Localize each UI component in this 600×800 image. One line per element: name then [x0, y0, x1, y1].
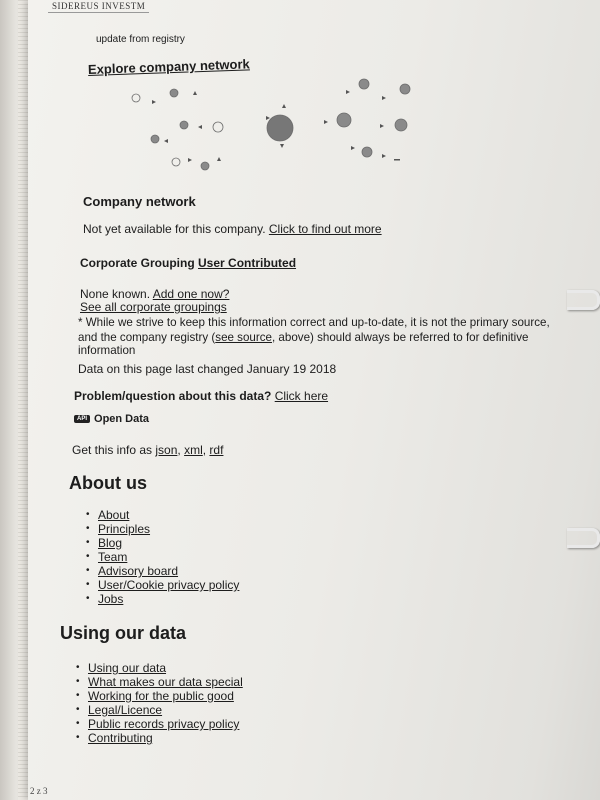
network-node — [132, 94, 140, 102]
list-item — [76, 675, 243, 689]
network-node — [395, 119, 407, 131]
network-arrow — [382, 154, 386, 158]
team-link[interactable]: Team — [98, 550, 128, 564]
jobs-link[interactable]: Jobs — [98, 592, 124, 606]
using-our-data-heading: Using our data — [60, 623, 187, 643]
list-item — [76, 717, 243, 731]
list-item — [76, 689, 243, 703]
json-link[interactable]: json — [155, 443, 178, 457]
legal-licence-link[interactable]: Legal/Licence — [88, 703, 163, 717]
contributing-link[interactable]: Contributing — [88, 731, 153, 745]
see-all-groupings-link[interactable]: See all corporate groupings — [80, 300, 227, 314]
list-item — [76, 703, 243, 717]
none-known-text: None known. — [80, 287, 151, 301]
printed-page — [28, 0, 600, 800]
list-item — [86, 550, 239, 564]
blog-link[interactable]: Blog — [98, 536, 123, 550]
network-node — [213, 122, 223, 132]
using-data-list — [76, 661, 243, 745]
see-source-link[interactable]: see source — [215, 331, 272, 344]
principles-link[interactable]: Principles — [98, 522, 151, 536]
using-our-data-link[interactable]: Using our data — [88, 661, 167, 675]
disclaimer-post: , above) should always be referred to for definitive — [271, 331, 529, 344]
problem-line — [74, 389, 328, 403]
list-item — [76, 661, 243, 675]
network-node — [359, 79, 369, 89]
list-item — [86, 564, 239, 578]
network-arrow — [280, 144, 284, 148]
rdf-link[interactable]: rdf — [209, 443, 224, 457]
problem-click-here-link[interactable]: Click here — [274, 389, 329, 403]
about-link[interactable]: About — [98, 508, 130, 522]
network-node — [172, 158, 180, 166]
network-arrow — [266, 116, 270, 120]
about-us-list — [86, 508, 239, 606]
last-changed-text: Data on this page last changed January 19 2018 — [78, 362, 337, 376]
network-arrow — [282, 104, 286, 108]
list-item — [86, 578, 239, 592]
advisory-board-link[interactable]: Advisory board — [98, 564, 179, 578]
corporate-grouping-heading — [80, 256, 296, 270]
explore-network-link[interactable]: Explore company network — [87, 56, 250, 77]
network-node — [267, 115, 293, 141]
network-node — [400, 84, 410, 94]
network-node — [151, 135, 159, 143]
disclaimer-line-2 — [78, 331, 528, 344]
public-good-link[interactable]: Working for the public good — [88, 689, 234, 703]
open-data-heading — [74, 413, 149, 425]
network-arrow — [188, 158, 192, 162]
open-data-formats: Get this info as json, xml, rdf — [72, 443, 224, 457]
binder-ring — [567, 528, 600, 548]
network-arrow — [346, 90, 350, 94]
user-contributed-link[interactable]: User Contributed — [198, 256, 297, 270]
network-arrow — [193, 91, 197, 95]
list-item — [86, 522, 239, 536]
disclaimer-line-1: * While we strive to keep this information correct and up-to-date, it is not the primary source, — [78, 316, 550, 329]
network-node — [362, 147, 372, 157]
network-dash — [394, 159, 400, 161]
network-arrow — [351, 146, 355, 150]
problem-text: Problem/question about this data? — [74, 389, 272, 403]
network-arrow — [324, 120, 328, 124]
network-node — [201, 162, 209, 170]
network-node — [180, 121, 188, 129]
network-arrow — [164, 139, 168, 143]
page-corner-note: 2 z 3 — [30, 786, 48, 796]
list-item — [86, 592, 239, 606]
list-item — [76, 731, 243, 745]
data-special-link[interactable]: What makes our data special — [88, 675, 243, 689]
binder-ring — [567, 290, 600, 310]
network-node — [170, 89, 178, 97]
get-info-text: Get this info as — [72, 443, 153, 457]
network-arrow — [382, 96, 386, 100]
running-header: SIDEREUS INVESTM — [48, 0, 149, 13]
public-records-privacy-link[interactable]: Public records privacy policy — [88, 717, 240, 731]
api-badge-icon: API — [74, 415, 90, 423]
add-grouping-link[interactable]: Add one now? — [152, 287, 230, 301]
disclaimer-line-3: information — [78, 344, 136, 357]
page-content — [28, 0, 600, 800]
network-arrow — [152, 100, 156, 104]
xml-link[interactable]: xml — [184, 443, 203, 457]
network-status-text: Not yet available for this company. — [83, 222, 266, 236]
disclaimer-pre: and the company registry ( — [78, 331, 216, 344]
network-arrow — [198, 125, 202, 129]
company-network-status — [83, 222, 382, 236]
open-data-title: Open Data — [94, 413, 150, 425]
network-node — [337, 113, 351, 127]
corporate-grouping-title: Corporate Grouping — [80, 256, 195, 270]
list-item — [86, 536, 239, 550]
network-graph[interactable] — [118, 70, 418, 180]
about-us-heading: About us — [69, 473, 147, 493]
update-note: update from registry — [96, 34, 185, 45]
company-network-heading: Company network — [83, 194, 196, 209]
network-arrow — [217, 157, 221, 161]
network-arrow — [380, 124, 384, 128]
privacy-policy-link[interactable]: User/Cookie privacy policy — [98, 578, 240, 592]
none-known-line — [80, 287, 229, 301]
find-out-more-link[interactable]: Click to find out more — [268, 222, 382, 236]
list-item — [86, 508, 239, 522]
